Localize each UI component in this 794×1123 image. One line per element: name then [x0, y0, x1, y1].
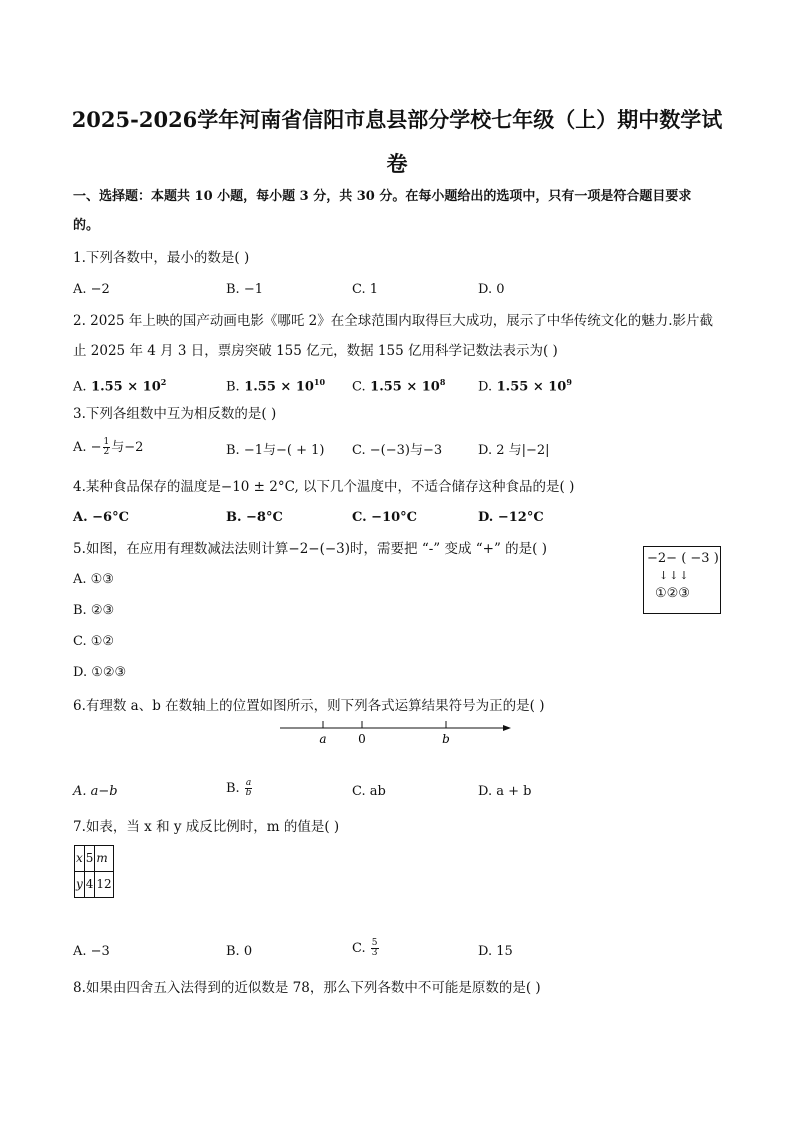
q1-option-c: C. 1 [352, 282, 379, 297]
q4-option-c: C. −10°C [352, 510, 417, 525]
q7-table [74, 845, 114, 898]
section-header-line-1: 一、选择题：本题共 10 小题，每小题 3 分，共 30 分。在每小题给出的选项中，只有一项是符合题目要求 [73, 189, 692, 204]
table-cell: m [95, 846, 113, 872]
q5-figure-arrows: ↓↓↓ [659, 569, 690, 582]
q4-option-d: D. −12°C [478, 510, 544, 525]
q1-stem: 1.下列各数中，最小的数是( ) [73, 250, 250, 266]
q6-option-b: B. $\frac{a}{b}$ [226, 778, 252, 798]
page-title [40, 98, 754, 186]
q6-number-line [278, 716, 518, 750]
table-row [75, 846, 114, 872]
q2-stem-line-2: 止 2025 年 4 月 3 日，票房突破 155 亿元，数据 155 亿用科学记数法表示为( ) [73, 343, 558, 359]
q5-option-c: C. ①② [73, 634, 115, 649]
q7-option-b: B. 0 [226, 944, 253, 959]
table-cell: x [75, 846, 85, 872]
q5-figure-markers: ①②③ [655, 586, 690, 601]
q8-stem: 8.如果由四舍五入法得到的近似数是 78，那么下列各数中不可能是原数的是( ) [73, 980, 541, 996]
section-header-line-2: 的。 [73, 218, 100, 233]
q2-option-b: B. $1.55 \times 10^{10}$ [226, 377, 326, 395]
q3-option-d: D. 2 与|−2| [478, 443, 550, 458]
table-cell: 4 [84, 872, 95, 898]
q2-option-c: C. $1.55 \times 10^8$ [352, 377, 446, 395]
title-line-1: 2025-2026学年河南省信阳市息县部分学校七年级（上）期中数学试 [71, 107, 723, 132]
q5-figure-expression: −2− ( −3 ) [647, 551, 719, 566]
q2-option-a: A. $1.55 \times 10^2$ [73, 377, 167, 395]
table-cell: 5 [84, 846, 95, 872]
q5-option-b: B. ②③ [73, 603, 115, 618]
q4-option-a: A. −6°C [73, 510, 129, 525]
q3-option-c: C. −(−3)与−3 [352, 443, 443, 458]
table-row [75, 872, 114, 898]
q2-stem-line-1: 2. 2025 年上映的国产动画电影《哪吒 2》在全球范围内取得巨大成功，展示了中华传统文化的魅力.影片截 [73, 313, 713, 329]
title-line-2: 卷 [386, 151, 408, 176]
q4-option-b: B. −8°C [226, 510, 283, 525]
q5-option-a: A. ①③ [73, 572, 114, 587]
q5-option-d: D. ①②③ [73, 665, 127, 680]
q6-option-c: C. ab [352, 784, 386, 799]
q7-option-d: D. 15 [478, 944, 513, 959]
q3-stem: 3.下列各组数中互为相反数的是( ) [73, 406, 277, 422]
q1-option-b: B. −1 [226, 282, 263, 297]
table-cell: y [75, 872, 85, 898]
label-b: b [442, 732, 450, 746]
q6-stem: 6.有理数 a、b 在数轴上的位置如图所示，则下列各式运算结果符号为正的是( ) [73, 698, 545, 714]
q7-option-c: C. $\frac{5}{3}$ [352, 938, 378, 958]
number-line-arrow-icon [503, 725, 511, 731]
label-a: a [319, 732, 327, 746]
q6-option-a: A. a−b [73, 784, 118, 799]
q6-option-d: D. a + b [478, 784, 532, 799]
q7-option-a: A. −3 [73, 944, 110, 959]
q3-option-b: B. −1与−( + 1) [226, 443, 325, 458]
q2-option-d: D. $1.55 \times 10^9$ [478, 377, 572, 395]
q4-stem: 4.某种食品保存的温度是−10 ± 2°C, 以下几个温度中，不适合储存这种食品的是( ) [73, 479, 575, 495]
q5-stem: 5.如图，在应用有理数减法法则计算−2−(−3)时，需要把 “-” 变成 “+” 的是( ) [73, 541, 547, 557]
q3-option-a: A. − $\frac{1}{2}$ 与−2 [73, 437, 144, 457]
q1-option-a: A. −2 [73, 282, 110, 297]
q1-option-d: D. 0 [478, 282, 505, 297]
label-0: 0 [358, 732, 366, 746]
table-cell: 12 [95, 872, 113, 898]
q5-figure [643, 546, 721, 614]
q7-stem: 7.如表，当 x 和 y 成反比例时，m 的值是( ) [73, 819, 340, 835]
